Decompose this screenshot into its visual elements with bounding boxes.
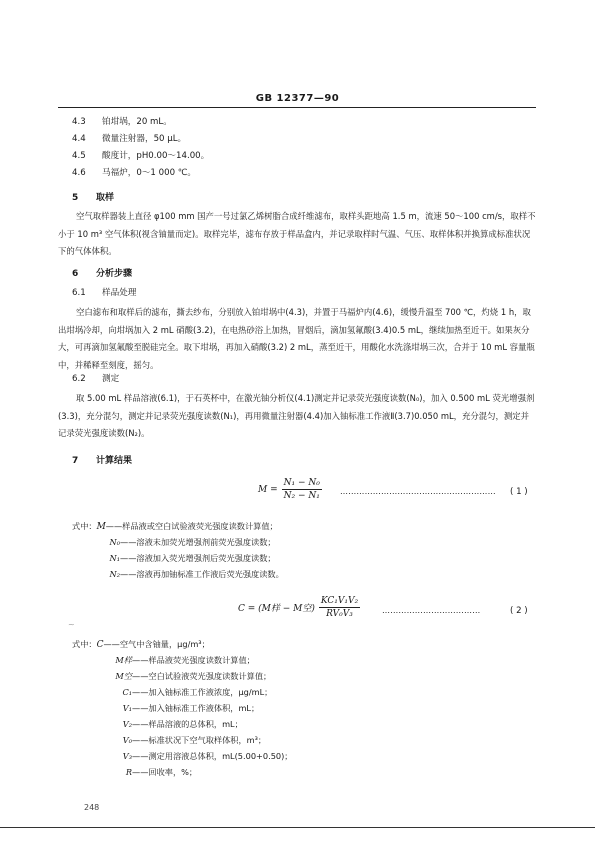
section-6-1-paragraph: 空白滤布和取样后的滤布，撕去纱布，分别放入铂坩埚中(4.3)，并置于马福炉内(4.6)，缓慢升温至 700 ℃，灼烧 1 h，取出坩埚冷却，向坩埚加入 2 mL 硝酸(3.2)，在电热砂浴上加热，冒烟后，滴加氢氟酸(3.4)0.5 mL，继续加热至近干。如果灰分大，可再滴加氢氟酸至脱硅完全。取下坩埚，再加入硝酸(3.2) 2 mL，蒸至近干，用酸化水洗涤坩埚三次，合并于 10 mL 容量瓶中，并稀释至刻度，摇匀。 [58,307,535,370]
section-5-paragraph: 空气取样器装上直径 φ100 mm 国产一号过氯乙烯树脂合成纤维滤布，取样头距地高 1.5 m，流速 50～100 cm/s，取样不小于 10 m³ 空气体积(视含铀量而定)。取样完毕，滤布存放于样品盒内，并记录取样时气温、气压、取样体积并换算成标准状况下的气体体积。 [58,211,536,257]
definition-row: M样——样品液荧光强度读数计算值； [115,655,255,665]
section-heading-7: 7 计算结果 [72,456,133,466]
header-rule [58,107,536,108]
definition-row: V₂——样品溶液的总体积，mL； [122,719,243,729]
list-item: 4.3 铂坩埚，20 mL。 [72,117,172,127]
list-item: 4.5 酸度计，pH0.00～14.00。 [72,151,210,161]
definition-row: V₁——加入铀标准工作液体积，mL； [122,703,260,713]
equation-2-fraction: $\frac{\text{KC₁V₁V₂}}{\text{RV₀V₃}}$ [320,596,359,619]
subsection-heading-6-2: 6.2 测定 [72,374,120,384]
document-header: GB 12377—90 [255,93,340,104]
section-6-2-paragraph: 取 5.00 mL 样品溶液(6.1)，于石英杯中，在激光铀分析仪(4.1)测定并记录荧光强度读数(N₀)，加入 0.500 mL 荧光增强剂(3.3)，充分混匀，测定并记录荧光强度读数(N₁)，再用微量注射器(4.4)加入铀标准工作液Ⅱ(3.7)0.050 mL，充分混匀，测定并记录荧光强度读数(N₂)。 [58,393,535,439]
definition-row: R——回收率，%； [125,767,198,777]
equation-1-leader: ………………………………………………… [340,487,496,496]
section-heading-5: 5 取样 [72,193,115,203]
page-number: 248 [84,803,100,812]
definition-row: 式中：C——空气中含铀量，μg/m³； [72,639,210,650]
equation-2: C = (M样 − M空) $\frac{\text{KC₁V₁V₂}}{\text{RV₀V₃}}$ [238,596,359,619]
definition-row: N₀——溶液未加荧光增强剂前荧光强度读数； [109,537,276,547]
list-item: 4.6 马福炉，0～1 000 ℃。 [72,168,197,178]
definition-row: N₁——溶液加入荧光增强剂后荧光强度读数； [109,553,276,563]
equation-2-leader: ……………………………… [382,606,481,615]
equation-1-fraction: $\frac{\text{N₁ − N₀}}{\text{N₂ − N₁}}$ [283,478,320,501]
definition-row: V₀——标准状况下空气取样体积，m³； [122,735,267,745]
definition-row: C₁——加入铀标准工作液浓度，μg/mL； [122,687,273,697]
equation-1: M = $\frac{\text{N₁ − N₀}}{\text{N₂ − N₁}}$ [258,478,320,501]
subsection-heading-6-1: 6.1 样品处理 [72,288,137,298]
equation-2-number: ( 2 ) [510,606,528,616]
definition-row: V₃——测定用溶液总体积，mL(5.00+0.50)； [122,751,293,761]
section-heading-6: 6 分析步骤 [72,269,133,279]
page-bottom-edge [0,827,595,828]
scan-mark: ~ [68,620,75,629]
equation-1-number: ( 1 ) [510,487,528,497]
definition-row: M空——空白试验液荧光强度读数计算值； [115,671,272,681]
definition-row: N₂——溶液再加铀标准工作液后荧光强度读数。 [109,569,284,579]
definition-row: 式中：M——样品液或空白试验液荧光强度读数计算值； [72,521,278,532]
list-item: 4.4 微量注射器，50 μL。 [72,134,187,144]
